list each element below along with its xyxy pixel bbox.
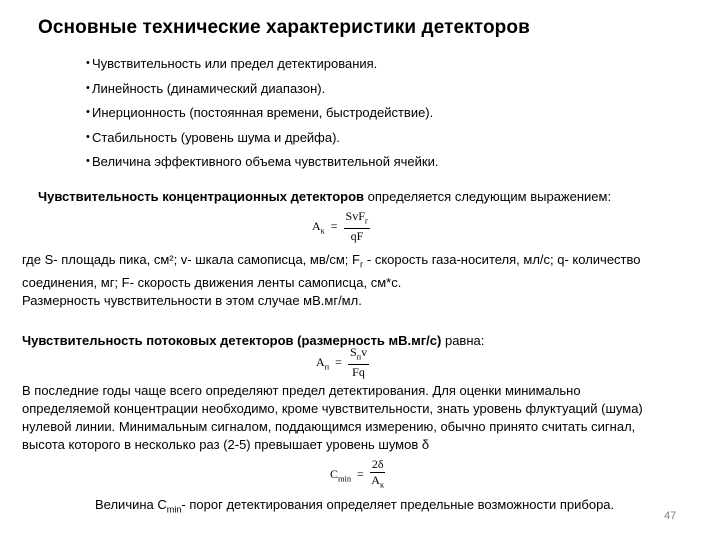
list-item: • Величина эффективного объема чувствительной ячейки. <box>86 154 439 169</box>
list-item: • Инерционность (постоянная времени, быстродействие). <box>86 105 434 120</box>
list-item: • Чувствительность или предел детектирования. <box>86 56 378 71</box>
bullet-icon: • <box>86 81 90 94</box>
bullet-icon: • <box>86 106 90 118</box>
list-item: • Линейность (динамический диапазон). <box>86 80 326 96</box>
bullet-icon: • <box>86 130 90 143</box>
slide-title: Основные технические характеристики детекторов <box>38 17 530 38</box>
flow-heading: Чувствительность потоковых детекторов (размерность мВ.мг/с) равна: <box>22 333 485 348</box>
flow-sensitivity-formula: $A_п$ = $\frac{S_пv}{Fq}$ <box>316 345 368 380</box>
bullet-icon: • <box>86 57 90 69</box>
list-item: • Стабильность (уровень шума и дрейфа). <box>86 129 341 145</box>
detection-limit-text: В последние годы чаще всего определяют предел детектирования. Для оценки минимально определяемой концентрации необходимо, кроме чувствительности, знать уровень флуктуаций (шума) нулевой линии. Минимальным сигналом, поддающимся измерению, обычно принято считать сигнал, высота которого в несколько раз (2-5) превышает уровень шумов δ <box>22 383 643 452</box>
characteristics-list <box>86 56 439 179</box>
bullet-icon: • <box>86 155 90 167</box>
page-number: 47 <box>664 510 677 522</box>
conc-description: где S- площадь пика, см²; v- шкала самописца, мв/см; $F_г$ - скорость газа-носителя, мл/с; q- количество соединения, мг; F- скорость движения ленты самописца, см*с. Размерность чувствительности в этом случае мВ.мг/мл. <box>22 252 641 308</box>
conc-heading: Чувствительность концентрационных детекторов определяется следующим выражением: <box>38 189 612 204</box>
cmin-formula: $C_{min}$ = $\frac{2\delta}{A_к}$ <box>330 457 385 490</box>
cmin-conclusion: Величина $C_{min}-$ порог детектирования определяет предельные возможности прибора. <box>95 497 615 515</box>
conc-sensitivity-formula: $A_к$ = $\frac{SvF_г}{qF}$ <box>312 209 369 244</box>
